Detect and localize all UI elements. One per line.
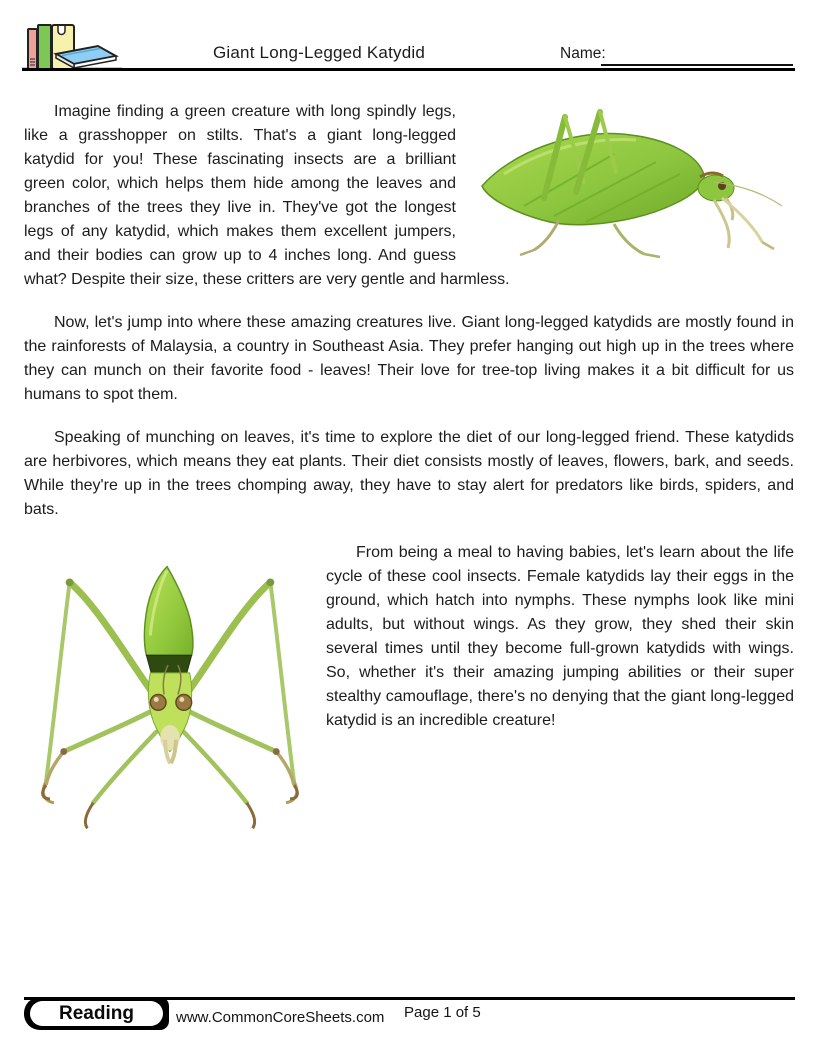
article <box>24 100 794 850</box>
subject-badge <box>24 997 169 1030</box>
page-title: Giant Long-Legged Katydid <box>213 43 425 62</box>
paragraph-4 <box>24 541 794 733</box>
katydid-front-view-image <box>24 545 316 850</box>
books-stack-icon <box>20 8 124 72</box>
name-blank-line <box>601 64 793 66</box>
paragraph-text: From being a meal to having babies, let's learn about the life cycle of these cool insects. Female katydids lay their eggs in the ground, which hatch into nymphs. These nymphs look like mini adults, but without wings. As they grow, they shed their skin several times until they become full-grown katydids with wings. So, whether it's their amazing jumping abilities or their super stealthy camouflage, there's no denying that the giant long-legged katydid is an incredible creature! <box>326 544 794 729</box>
paragraph-text: Now, let's jump into where these amazing creatures live. Giant long-legged katydids are mostly found in the rainforests of Malaysia, a country in Southeast Asia. They prefer hanging out high up in the trees where they can munch on their favorite food - leaves! Their love for tree-top living makes it a bit difficult for us humans to spot them. <box>24 314 794 403</box>
subject-badge-label: Reading <box>30 1001 163 1026</box>
name-label: Name: <box>560 45 606 62</box>
paragraph-text: Imagine finding a green creature with long spindly legs, like a grasshopper on stilts. That's a giant long-legged katydid for you! These fascinating insects are a brilliant green color, which helps them hide among the leaves and branches of the trees they live in. They've got the longest legs of any katydid, which makes them excellent jumpers, and their bodies can grow up to 4 inches long. And guess what? Despite their size, these critters are very gentle and harmless. <box>24 103 510 288</box>
website-text: www.CommonCoreSheets.com <box>176 1009 385 1026</box>
paragraph-1 <box>24 100 794 292</box>
katydid-side-view-image <box>464 102 794 262</box>
paragraph-text: Speaking of munching on leaves, it's time to explore the diet of our long-legged friend. These katydids are herbivores, which means they eat plants. Their diet consists mostly of leaves, flowers, bark, and seeds. While they're up in the trees chomping away, they have to stay alert for predators like birds, spiders, and bats. <box>24 429 794 518</box>
page-number: Page 1 of 5 <box>404 1004 481 1021</box>
paragraph-3 <box>24 426 794 522</box>
paragraph-2 <box>24 311 794 407</box>
header-divider <box>22 68 795 71</box>
